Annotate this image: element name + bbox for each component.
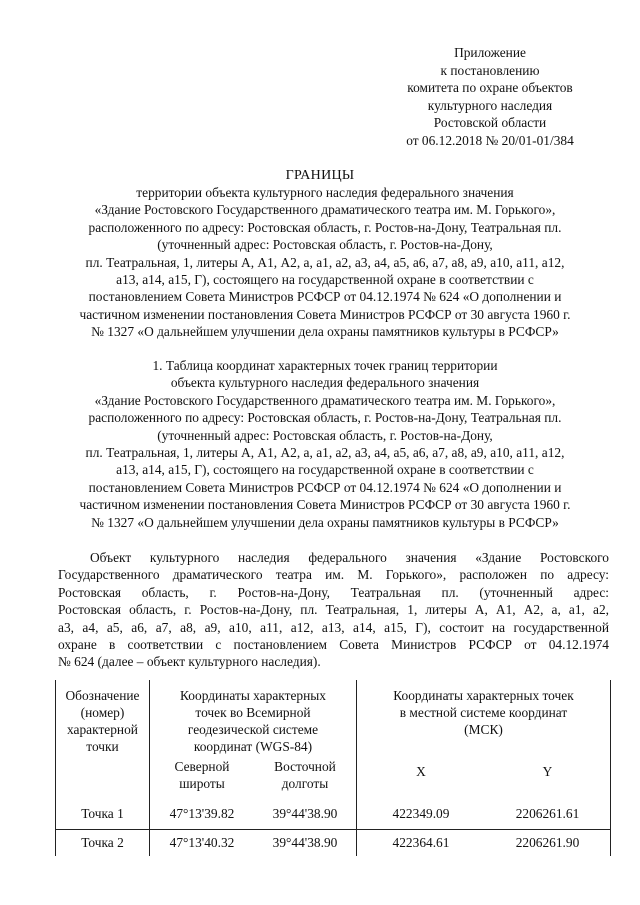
paragraph-line: Ростовская область, г. Ростов-на-Дону, Театральная пл. (уточненный адрес: [58,584,609,600]
header-line: координат (WGS-84) [193,739,313,754]
header-wgs84 [150,680,357,755]
appendix-line: к постановлению [440,62,540,78]
cell-east: 39°44'38.90 [254,830,357,857]
table-header-row [56,680,611,755]
text-line: территории объекта культурного наследия федерального значения [136,185,514,200]
header-line: (номер) [80,705,125,720]
header-line: Координаты характерных [180,688,326,703]
cell-x: 422349.09 [357,800,486,830]
subheader-y: Y [485,755,611,800]
text-line: пл. Театральная, 1, литеры А, А1, А2, а, а1, а2, а3, а4, а5, а6, а7, а8, а9, а10, а11, а12, [85,254,565,270]
header-line: геодезической системе [187,722,319,737]
cell-north: 47°13'40.32 [169,835,235,850]
text-line: № 1327 «О дальнейшем улучшении дела охраны памятников культуры в РСФСР» [91,514,559,530]
text-line: «Здание Ростовского Государственного драматического театра им. М. Горького», [94,392,556,408]
header-line: (МСК) [464,722,503,737]
text-line: (уточненный адрес: Ростовская область, г. Ростов-на-Дону, [157,427,493,443]
boundaries-description [40,184,610,341]
header-line: Обозначение [65,688,140,703]
cell-y: 2206261.90 [485,830,611,857]
text-line: объекта культурного наследия федерального значения [170,375,480,391]
table-heading [40,357,610,531]
subheader-line: Северной [174,759,230,774]
text-line: пл. Театральная, 1, литеры А, А1, А2, а, а1, а2, а3, а4, а5, а6, а7, а8, а9, а10, а11, а12, [85,445,565,461]
paragraph-line: а3, а4, а5, а6, а7, а8, а9, а10, а11, а12, а13, а14, а15, Г), состоит на государственной [58,619,609,635]
appendix-line: комитета по охране объектов [407,80,573,96]
appendix-line: Ростовской области [433,115,547,131]
coordinates-table [55,680,611,856]
cell-north: 47°13'39.82 [150,800,255,830]
subheader-x: X [416,764,426,779]
paragraph-line: охране в соответствии с постановлением Совета Министров РСФСР от 04.12.1974 [58,637,609,653]
text-line: частичном изменении постановления Совета Министров РСФСР от 30 августа 1960 г. [79,497,571,513]
header-msk [357,680,611,755]
appendix-header [385,44,595,150]
text-line: расположенного по адресу: Ростовская область, г. Ростов-на-Дону, Театральная пл. [88,410,562,426]
header-line: точек во Всемирной [195,705,311,720]
paragraph-line: № 624 (далее – объект культурного наследия). [58,654,321,670]
text-line: а13, а14, а15, Г), состоящего на государственной охране в соответствии с [116,462,534,478]
header-line: характерной [67,722,138,737]
text-line: постановлением Совета Министров РСФСР от 04.12.1974 № 624 «О дополнении и [88,289,562,305]
cell-x: 422364.61 [392,835,450,850]
subheader-north [150,755,255,800]
appendix-line: Приложение [454,45,526,60]
header-point-name [56,680,150,800]
cell-point: Точка 2 [56,830,150,857]
text-line: а13, а14, а15, Г), состоящего на государственной охране в соответствии с [116,272,534,288]
subheader-line: Восточной [274,759,336,774]
text-line: частичном изменении постановления Совета Министров РСФСР от 30 августа 1960 г. [79,306,571,322]
header-line: в местной системе координат [399,705,568,720]
document-title: ГРАНИЦЫ [285,168,355,183]
table-row [56,800,611,830]
header-line: точки [86,739,119,754]
subheader-east [254,755,357,800]
appendix-line: от 06.12.2018 № 20/01-01/384 [406,132,574,148]
subheader-line: широты [179,776,225,791]
object-paragraph [58,549,609,671]
subheader-line: долготы [281,776,329,791]
paragraph-line: Государственного драматического театра им. М. Горького», расположен по адресу: [58,567,609,583]
table-row [56,830,611,857]
cell-east: 39°44'38.90 [254,800,357,830]
text-line: «Здание Ростовского Государственного драматического театра им. М. Горького», [94,202,556,218]
cell-y: 2206261.61 [485,800,611,830]
paragraph-line: Ростовская область, г. Ростов-на-Дону, пл. Театральная, 1, литеры А, А1, А2, а, а1, а2, [58,602,609,618]
header-line: Координаты характерных точек [393,688,574,703]
text-line: (уточненный адрес: Ростовская область, г. Ростов-на-Дону, [157,237,493,253]
paragraph-line: Объект культурного наследия федерального значения «Здание Ростовского [90,550,609,565]
cell-point: Точка 1 [56,800,150,830]
text-line: № 1327 «О дальнейшем улучшении дела охраны памятников культуры в РСФСР» [91,324,559,340]
text-line: постановлением Совета Министров РСФСР от 04.12.1974 № 624 «О дополнении и [88,479,562,495]
text-line: расположенного по адресу: Ростовская область, г. Ростов-на-Дону, Театральная пл. [88,219,562,235]
appendix-line: культурного наследия [427,97,553,113]
text-line: 1. Таблица координат характерных точек границ территории [152,358,498,373]
